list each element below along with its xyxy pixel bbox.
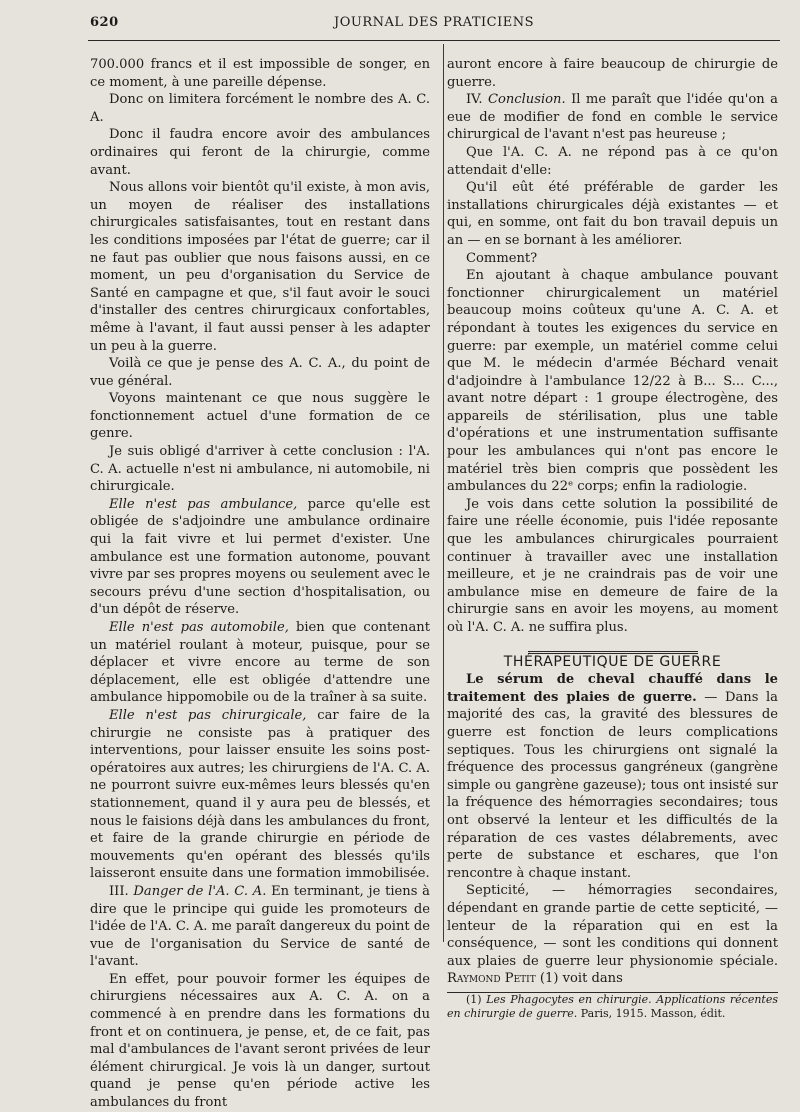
paragraph: 700.000 francs et il est impossible de songer, en ce moment, à une pareille dépense. — [90, 57, 430, 90]
paragraph-text: (1) voit dans — [535, 971, 623, 987]
paragraph: Nous allons voir bientôt qu'il existe, à mon avis, un moyen de réaliser des installations chirurgicales satisfaisantes, tout en restant dans les conditions imposées par l'état de guerre; car il ne faut pas oublier que nous faisons aussi, en ce moment, un peu d'organisation du Service de Santé en campagne et que, s'il faut avoir le souci d'installer des centres chirurgicaux confortables, même à l'avant, il faut aussi penser à les adapter un peu à la guerre. — [90, 180, 430, 354]
bold-lead: Le sérum de cheval chauffé dans le traitement des plaies de guerre. — [447, 672, 778, 705]
page-header — [90, 15, 778, 35]
paragraph: Voilà ce que je pense des A. C. A., du point de vue général. — [90, 356, 430, 389]
paragraph: Qu'il eût été préférable de garder les installations chirurgicales déjà existantes — et qui, en somme, ont fait du bon travail depuis un an — en se bornant à les améliorer. — [447, 180, 778, 248]
italic-lead: Elle n'est pas ambulance, — [109, 496, 298, 512]
page-number: 620 — [90, 15, 119, 30]
footnote-title: Les Phagocytes en chirurgie. Applications récentes en chirurgie de guerre. — [447, 992, 779, 1021]
footnote — [447, 993, 778, 1022]
paragraph — [90, 883, 430, 971]
italic-lead: Conclusion. — [487, 92, 566, 108]
paragraph-text: Il me paraît que l'idée qu'on a eue de modifier de fond en comble le service chirurgical de l'avant n'est pas heureuse ; — [447, 92, 778, 143]
section-heading: THÉRAPEUTIQUE DE GUERRE — [503, 653, 722, 670]
paragraph — [90, 707, 430, 883]
paragraph: Donc il faudra encore avoir des ambulances ordinaires qui feront de la chirurgie, comme avant. — [90, 127, 430, 178]
footnote-number: (1) — [466, 992, 487, 1006]
paragraph-text: car faire de la chirurgie ne consiste pas à pratiquer des interventions, pour laisser ensuite les soins post-opératoires aux autres; les chirurgiens de l'A. C. A. ne pourront suivre eux-mêmes leurs blessés qu'en stationnement, quand il y aura peu de blessés, et nous le faisions déjà dans les ambulances du front, et faire de la grande chirurgie en période de mouvements qu'en opérant des blessés qu'ils laisseront ensuite dans une formation immobilisée. — [90, 707, 430, 882]
paragraph — [90, 619, 430, 707]
paragraph: Que l'A. C. A. ne répond pas à ce qu'on attendait d'elle: — [447, 144, 778, 178]
paragraph-text: Septicité, — hémorragies secondaires, dépendant en grande partie de cette septicité, — lenteur de la réparation qui en est la conséquence, — sont les conditions qui donnent aux plaies de guerre leur physionomie spéciale. — [447, 883, 778, 969]
paragraph: Je vois dans cette solution la possibilité de faire une réelle économie, puis l'idée reposante que les ambulances chirurgicales pourraient continuer à travailler avec une installation meilleure, et je ne craindrais pas de voir une ambulance mise en demeure de faire de la chirurgie sans en avoir les moyens, au moment où l'A. C. A. ne suffira plus. — [447, 496, 778, 635]
header-rule — [88, 40, 780, 41]
section-number: IV. — [466, 92, 488, 108]
paragraph: Donc on limitera forcément le nombre des A. C. A. — [90, 92, 430, 125]
paragraph-text: En terminant, je tiens à dire que le principe qui guide les promoteurs de l'idée de l'A. C. A. me paraît dangereux du point de vue de l'organisation du Service de santé de l'avant. — [90, 883, 430, 970]
paragraph-text: — Dans la majorité des cas, la gravité des blessures de guerre est fonction de leurs complications septiques. Tous les chirurgiens ont signalé la fréquence des processus gangréneux (gangrène simple ou gangrène gazeuse); tous ont insisté sur la fréquence des hémorragies secondaires; tous ont observé la lenteur et les difficultés de la réparation de ces vastes délabrements, avec perte de substance et eschares, que l'on rencontre à chaque instant. — [447, 689, 778, 881]
paragraph — [447, 882, 778, 988]
paragraph: Je suis obligé d'arriver à cette conclusion : l'A. C. A. actuelle n'est ni ambulance, ni automobile, ni chirurgicale. — [90, 444, 430, 495]
paragraph-text: parce qu'elle est obligée de s'adjoindre une ambulance ordinaire qui la fait vivre et lui permet d'exister. Une ambulance est une formation autonome, pouvant vivre par ses propres moyens ou seulement avec le secours prévu d'une section d'hospitalisation, ou d'un dépôt de réserve. — [90, 496, 430, 618]
paragraph: auront encore à faire beaucoup de chirurgie de guerre. — [447, 57, 778, 90]
paragraph — [90, 496, 430, 619]
paragraph: Voyons maintenant ce que nous suggère le fonctionnement actuel d'une formation de ce genre. — [90, 391, 430, 442]
paragraph — [447, 91, 778, 144]
running-title: JOURNAL DES PRATICIENS — [334, 15, 534, 30]
section-number: III. — [109, 883, 134, 899]
paragraph — [447, 671, 778, 882]
paragraph: En effet, pour pouvoir former les équipes de chirurgiens nécessaires aux A. C. A. on a commencé à en prendre dans les formations du front et on continuera, je pense, et, de ce fait, pas mal d'ambulances de l'avant seront privées de leur élément chirurgical. Je vois là un danger, surtout quand je pense qu'en période active les ambulances du front — [90, 971, 430, 1111]
paragraph: Comment? — [466, 250, 538, 266]
italic-lead: Danger de l'A. C. A. — [133, 883, 267, 899]
italic-lead: Elle n'est pas chirurgicale, — [109, 707, 307, 723]
paragraph-text: bien que contenant un matériel roulant à moteur, puisque, pour se déplacer et vivre encore au terme de son déplacement, elle est obligée d'attendre une ambulance hippomobile ou de la traîner à sa suite. — [90, 620, 430, 706]
italic-lead: Elle n'est pas automobile, — [109, 620, 289, 635]
right-column — [447, 56, 778, 1022]
paragraph: En ajoutant à chaque ambulance pouvant fonctionner chirurgicalement un matériel beaucoup moins coûteux qu'une A. C. A. et répondant à toutes les exigences du service en guerre: par exemple, un matériel comme celui que M. le médecin d'armée Béchard venait d'adjoindre à l'ambulance 12/22 à B... S... C..., avant notre départ : 1 groupe électrogène, des appareils de stérilisation, plus une table d'opérations et une instrumentation suffisante pour les ambulances qui n'ont pas encore le matériel très bien compris que possèdent les ambulances du 22ᵉ corps; enfin la radiologie. — [447, 268, 778, 495]
left-column — [90, 56, 430, 1112]
footnote-publisher: Paris, 1915. Masson, édit. — [577, 1007, 726, 1021]
author-name: Raymond Petit — [447, 971, 536, 987]
column-divider — [443, 44, 444, 942]
